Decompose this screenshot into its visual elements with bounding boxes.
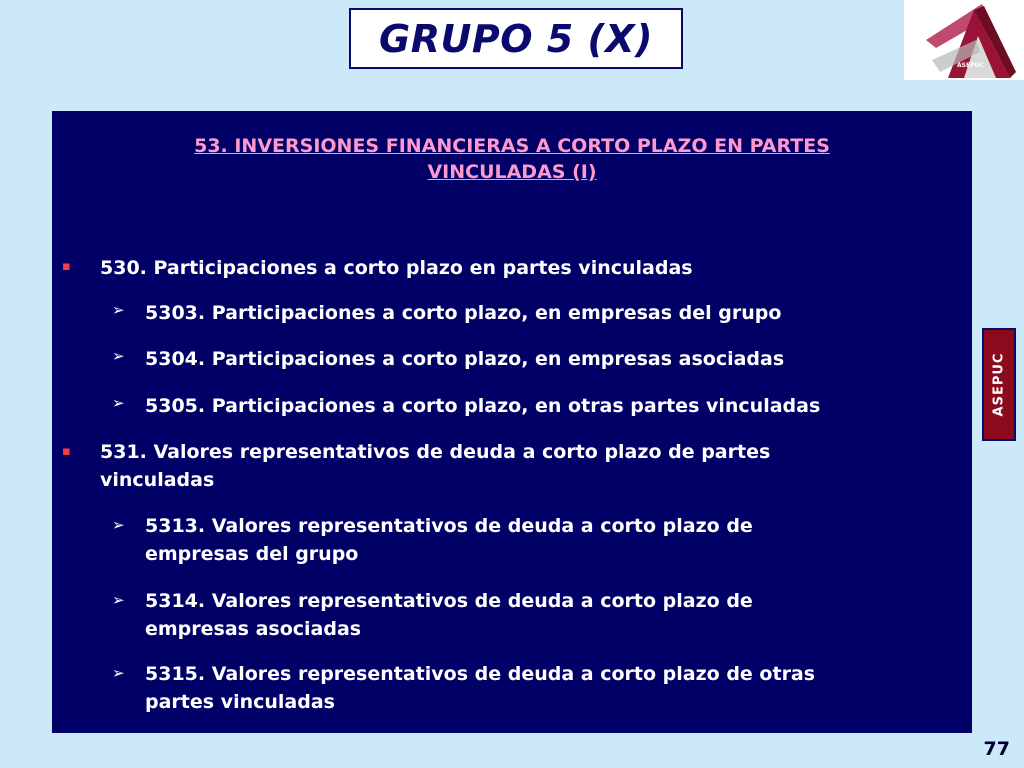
item-text: vinculadas	[100, 469, 215, 491]
heading-line-2: VINCULADAS (I)	[427, 161, 597, 183]
item-text: empresas del grupo	[145, 543, 359, 565]
slide-title: GRUPO 5 (X)	[379, 16, 653, 61]
list-item-530	[100, 254, 693, 282]
item-text: 530. Participaciones a corto plazo en partes vinculadas	[100, 257, 693, 279]
item-text: partes vinculadas	[145, 691, 335, 713]
item-text: empresas asociadas	[145, 618, 362, 640]
arrow-bullet-icon: ➢	[112, 664, 125, 682]
arrow-bullet-icon: ➢	[112, 347, 125, 365]
item-text: 5315. Valores representativos de deuda a corto plazo de otras	[145, 663, 816, 685]
list-item-5315	[145, 660, 815, 716]
item-text: 5313. Valores representativos de deuda a corto plazo de	[145, 515, 753, 537]
arrow-bullet-icon: ➢	[112, 591, 125, 609]
square-bullet-icon: ▪	[62, 259, 71, 274]
square-bullet-icon: ▪	[62, 444, 71, 459]
list-item-5304	[145, 345, 784, 373]
list-item-5313	[145, 512, 753, 568]
item-text: 5305. Participaciones a corto plazo, en otras partes vinculadas	[145, 395, 821, 417]
item-text: 5314. Valores representativos de deuda a corto plazo de	[145, 590, 753, 612]
content-panel	[52, 111, 972, 733]
list-item-5305	[145, 392, 820, 420]
logo-text: ASEPUC	[957, 62, 984, 69]
asepuc-logo	[904, 0, 1024, 80]
section-heading	[112, 133, 912, 185]
list-item-531	[100, 438, 770, 494]
item-text: 5304. Participaciones a corto plazo, en empresas asociadas	[145, 348, 785, 370]
asepuc-side-badge	[982, 328, 1016, 441]
arrow-bullet-icon: ➢	[112, 301, 125, 319]
arrow-bullet-icon: ➢	[112, 394, 125, 412]
item-text: 531. Valores representativos de deuda a corto plazo de partes	[100, 441, 771, 463]
page-number: 77	[983, 738, 1010, 760]
list-item-5314	[145, 587, 753, 643]
item-text: 5303. Participaciones a corto plazo, en empresas del grupo	[145, 302, 782, 324]
list-item-5303	[145, 299, 781, 327]
title-box	[349, 8, 683, 69]
arrow-bullet-icon: ➢	[112, 516, 125, 534]
heading-line-1: 53. INVERSIONES FINANCIERAS A CORTO PLAZO EN PARTES	[194, 135, 830, 157]
side-badge-text: ASEPUC	[991, 352, 1007, 417]
